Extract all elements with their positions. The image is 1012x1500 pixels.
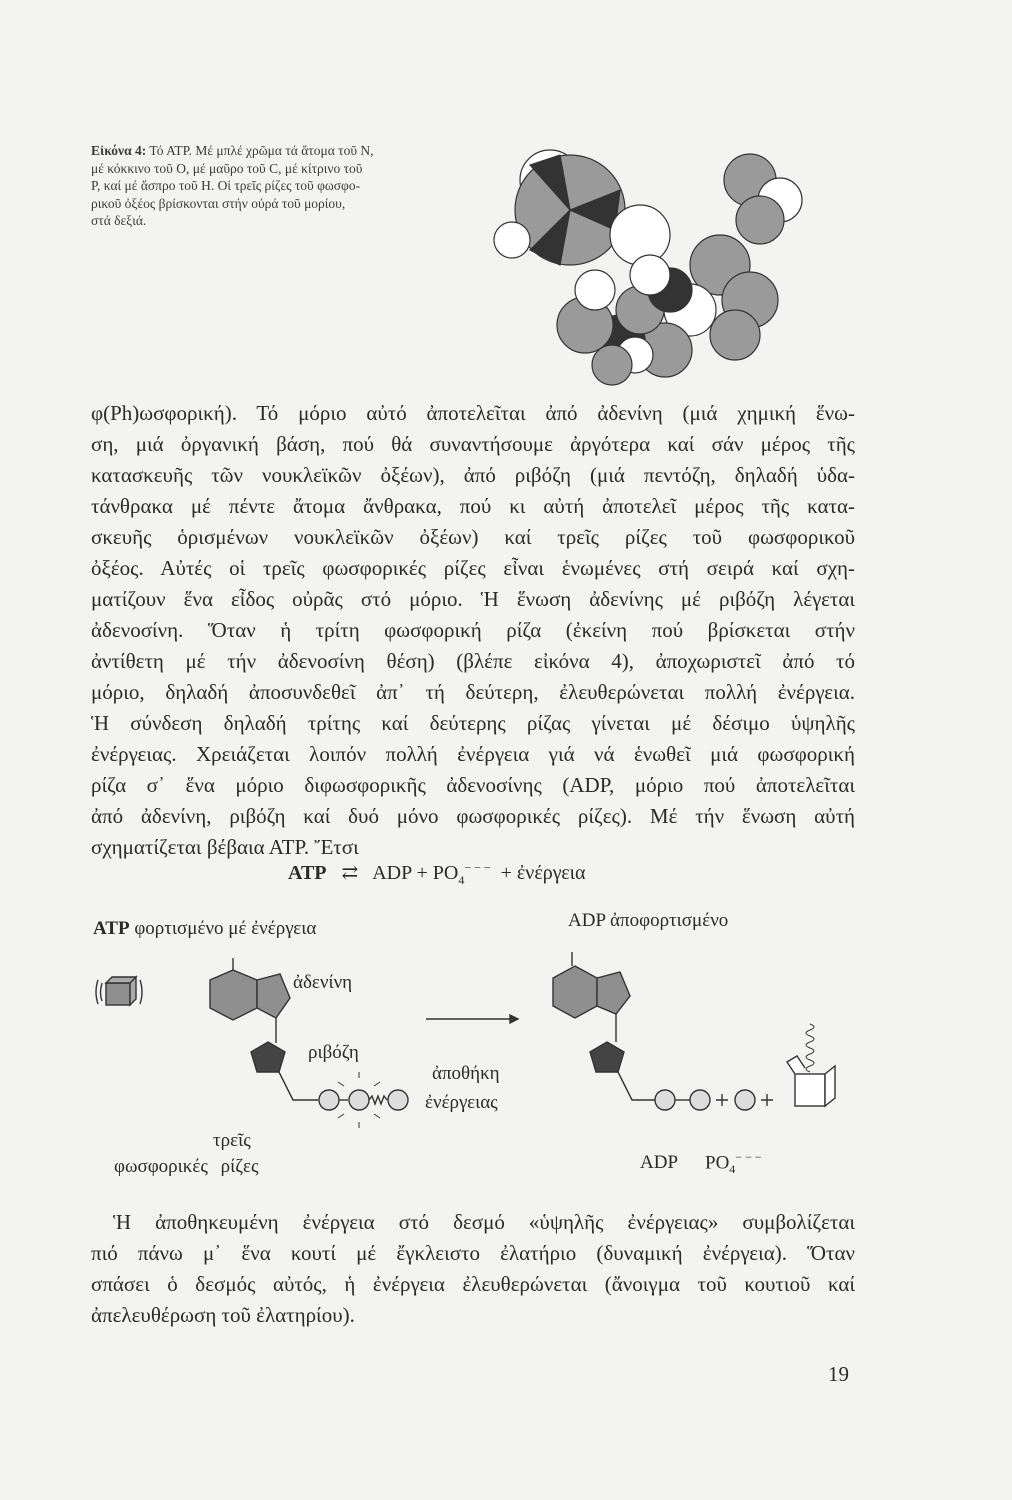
caption-label: Εἰκόνα 4: (91, 143, 147, 158)
equation-subscript: 4 (458, 873, 465, 887)
equation-charge: − − − (464, 860, 491, 875)
equation-atp: ATP (288, 862, 327, 884)
caption-line: στά δεξιά. (91, 213, 147, 228)
text-line: Ἡ σύνδεση δηλαδή τρίτης καί δεύτερης ρίζας γίνεται μέ δέσιμο ὑψηλῆς (91, 711, 855, 735)
text-line: κατασκευῆς τῶν νουκλεϊκῶν ὀξέων), ἀπό ριβόζη (μιά πεντόζη, δηλαδή ὑδα- (91, 463, 855, 487)
phosphate-groups-label: φωσφορικές ρίζες (114, 1156, 259, 1177)
caption-line: ρικοῦ ὀξέος βρίσκονται στήν οὐρά τοῦ μορίου, (91, 195, 346, 211)
text-line: σκευῆς ὁρισμένων νουκλεϊκῶν ὀξέων) καί τρεῖς ρίζες τοῦ φωσφορικοῦ (91, 525, 855, 549)
equation-adp: ADP + PO (372, 862, 459, 884)
text-line: ματίζουν ἕνα εἶδος οὐρᾶς στό μόριο. Ἡ ἕνωση ἀδενίνης μέ ριβόζη λέγεται (91, 587, 855, 611)
three-label: τρεῖς (213, 1130, 251, 1151)
equation-energy: + ἐνέργεια (500, 862, 586, 884)
adp-diagram-title: ADP ἀποφορτισμένο (568, 910, 729, 931)
adenine-hexagon-icon (210, 970, 257, 1020)
text-line: ἀδενοσίνη. Ὅταν ἡ τρίτη φωσφορική ρίζα (ἐκείνη πού βρίσκεται στήν (91, 618, 855, 642)
atp-diagram-title (93, 918, 316, 940)
text-line: μόριο, δηλαδή ἀποσυνδεθεῖ ἀπ᾽ τή δεύτερη, ἐλευθερώνεται πολλή ἐνέργεια. (91, 680, 855, 704)
phosphate-circle-icon (319, 1090, 339, 1110)
page-number: 19 (828, 1362, 849, 1386)
open-spring-box-icon (787, 1024, 835, 1106)
text-line: τάνθρακα μέ πέντε ἄτομα ἄνθρακα, πού κι αὐτή ἀποτελεῖ μέρος τῆς κατα- (91, 494, 855, 518)
adenine-pentagon-icon (597, 972, 630, 1014)
energy-storage-label-2: ἐνέργειας (425, 1092, 498, 1113)
adenine-pentagon-icon (257, 974, 290, 1018)
text-line: ἀπελευθέρωση τοῦ ἐλατηρίου). (91, 1303, 355, 1327)
figure-caption (91, 142, 491, 230)
ribose-pentagon-icon (251, 1042, 285, 1072)
caption-line: Τό ΑΤΡ. Μέ μπλέ χρῶμα τά ἄτομα τοῦ Ν, (149, 143, 374, 158)
high-energy-bond-icon (369, 1096, 387, 1104)
phosphate-circle-icon (388, 1090, 408, 1110)
text-line: ἀπό ἀδενίνη, ριβόζη καί δυό μόνο φωσφορικές ρίζες). Μέ τήν ἕνωση αὐτή (91, 804, 855, 828)
text-line: ὀξέος. Αὐτές οἱ τρεῖς φωσφορικές ρίζες εἶναι ἑνωμένες στή σειρά καί σχη- (91, 556, 855, 580)
ribose-pentagon-icon (590, 1042, 624, 1072)
po4-label: $PO_4^{- - -}$ (705, 1150, 762, 1177)
phosphate-circle-icon (655, 1090, 675, 1110)
ribose-label: ριβόζη (308, 1042, 359, 1063)
energized-box-icon (96, 977, 142, 1005)
text-line: ἐνέργειας. Χρειάζεται λοιπόν πολλή ἐνέργεια γιά νά ἑνωθεῖ μιά φωσφορική (91, 742, 855, 766)
caption-line: μέ κόκκινο τοῦ Ο, μέ μαῦρο τοῦ C, μέ κίτρινο τοῦ (91, 160, 363, 176)
text-line: ση, μιά ὀργανική βάση, πού θά συναντήσουμε ἀργότερα καί σάν μέρος τῆς (91, 432, 855, 456)
atp-title-text: φορτισμένο μέ ἐνέργεια (134, 918, 317, 939)
text-line: ρίζα σ᾽ ἕνα μόριο διφωσφορικῆς ἀδενοσίνης (ADP, μόριο πού ἀποτελεῖται (91, 773, 855, 797)
text-line: σπάσει ὁ δεσμός αὐτός, ἡ ἐνέργεια ἐλευθερώνεται (ἄνοιγμα τοῦ κουτιοῦ καί (91, 1272, 855, 1296)
text-line: Ἡ ἀποθηκευμένη ἐνέργεια στό δεσμό «ὑψηλῆς ἐνέργειας» συμβολίζεται (113, 1210, 855, 1234)
adenine-label: ἀδενίνη (293, 972, 353, 993)
phosphate-circle-icon (349, 1090, 369, 1110)
text-line: ἀντίθετη μέ τήν ἀδενοσίνη θέση) (βλέπε εἰκόνα 4), ἀποχωριστεῖ ἀπό τό (91, 649, 855, 673)
energy-storage-label: ἀποθήκη (432, 1063, 500, 1084)
phosphate-circle-icon (690, 1090, 710, 1110)
phosphate-circle-icon (735, 1090, 755, 1110)
adp-label: ADP (640, 1152, 679, 1173)
equilibrium-arrow-icon: ⇄ (341, 862, 359, 884)
text-line: πιό πάνω μ᾽ ἕνα κουτί μέ ἔγκλειστο ἐλατήριο (δυναμική ἐνέργεια). Ὅταν (91, 1241, 855, 1265)
adenine-hexagon-icon (553, 966, 597, 1018)
caption-line: Ρ, καί μέ ἄσπρο τοῦ Η. Οἱ τρεῖς ρίζες τοῦ φωσφο- (91, 178, 361, 193)
atp-adp-diagram (0, 940, 1012, 1140)
body-paragraph (91, 398, 855, 863)
atp-bold-label: ATP (93, 918, 130, 939)
text-line: φ(Ph)ωσφορική). Τό μόριο αὐτό ἀποτελεῖται ἀπό ἀδενίνη (μιά χημική ἕνω- (91, 401, 855, 425)
closing-paragraph (91, 1207, 855, 1331)
atp-equation (288, 860, 585, 888)
atp-molecule-model (490, 140, 830, 390)
text-line: σχηματίζεται βέβαια ΑΤΡ. Ἔτσι (91, 835, 359, 859)
